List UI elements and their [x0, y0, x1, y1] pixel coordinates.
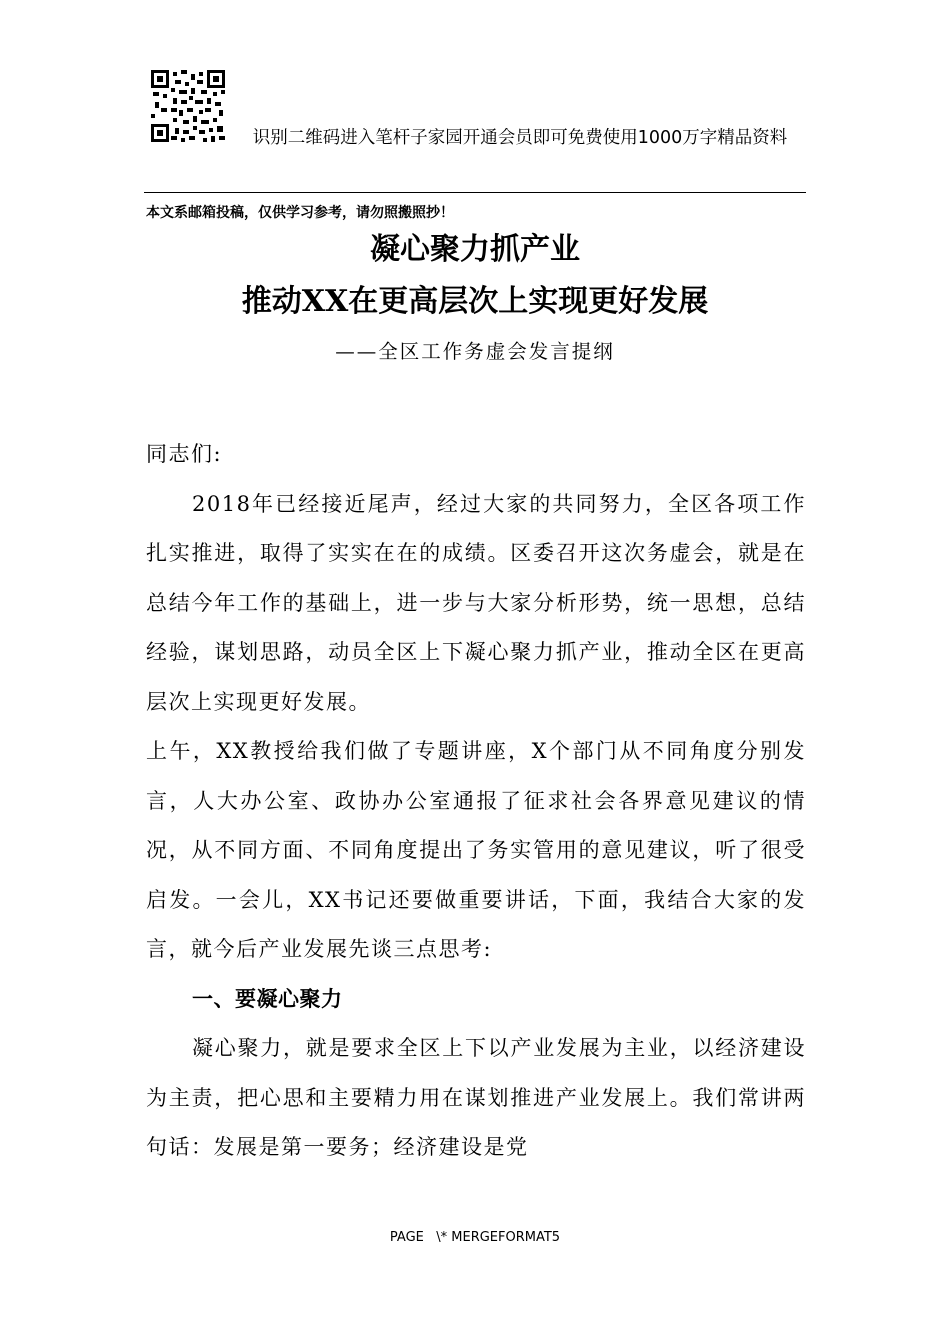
paragraph-3: 凝心聚力，就是要求全区上下以产业发展为主业，以经济建设为主责，把心思和主要精力用在谋划推进产业发展上。我们常讲两句话：发展是第一要务；经济建设是党 — [146, 1036, 806, 1159]
title-line-1: 凝心聚力抓产业 — [370, 232, 580, 267]
header-divider — [144, 192, 806, 193]
submission-notice: 本文系邮箱投稿，仅供学习参考，请勿照搬照抄！ — [146, 205, 454, 221]
section-heading-1: 一、要凝心聚力 — [192, 986, 343, 1011]
subtitle: ——全区工作务虚会发言提纲 — [335, 340, 615, 363]
title-line-2: 推动XX在更高层次上实现更好发展 — [241, 284, 709, 319]
header-promo-text: 识别二维码进入笔杆子家园开通会员即可免费使用1000万字精品资料 — [252, 128, 788, 148]
qr-code-icon — [151, 70, 225, 142]
paragraph-2: 上午，XX教授给我们做了专题讲座，X个部门从不同角度分别发言，人大办公室、政协办公室通报了征求社会各界意见建议的情况，从不同方面、不同角度提出了务实管用的意见建议，听了很受启发。一会儿，XX书记还要做重要讲话，下面，我结合大家的发言，就今后产业发展先谈三点思考: — [146, 739, 806, 961]
salutation: 同志们: — [146, 442, 223, 466]
document-body — [146, 430, 806, 1173]
paragraph-1: 2018年已经接近尾声，经过大家的共同努力，全区各项工作扎实推进，取得了实实在在的成绩。区委召开这次务虚会，就是在总结今年工作的基础上，进一步与大家分析形势，统一思想，总结经验，谋划思路，动员全区上下凝心聚力抓产业，推动全区在更高层次上实现更好发展。 — [146, 491, 806, 714]
page-footer: PAGE \* MERGEFORMAT5 — [389, 1230, 561, 1245]
